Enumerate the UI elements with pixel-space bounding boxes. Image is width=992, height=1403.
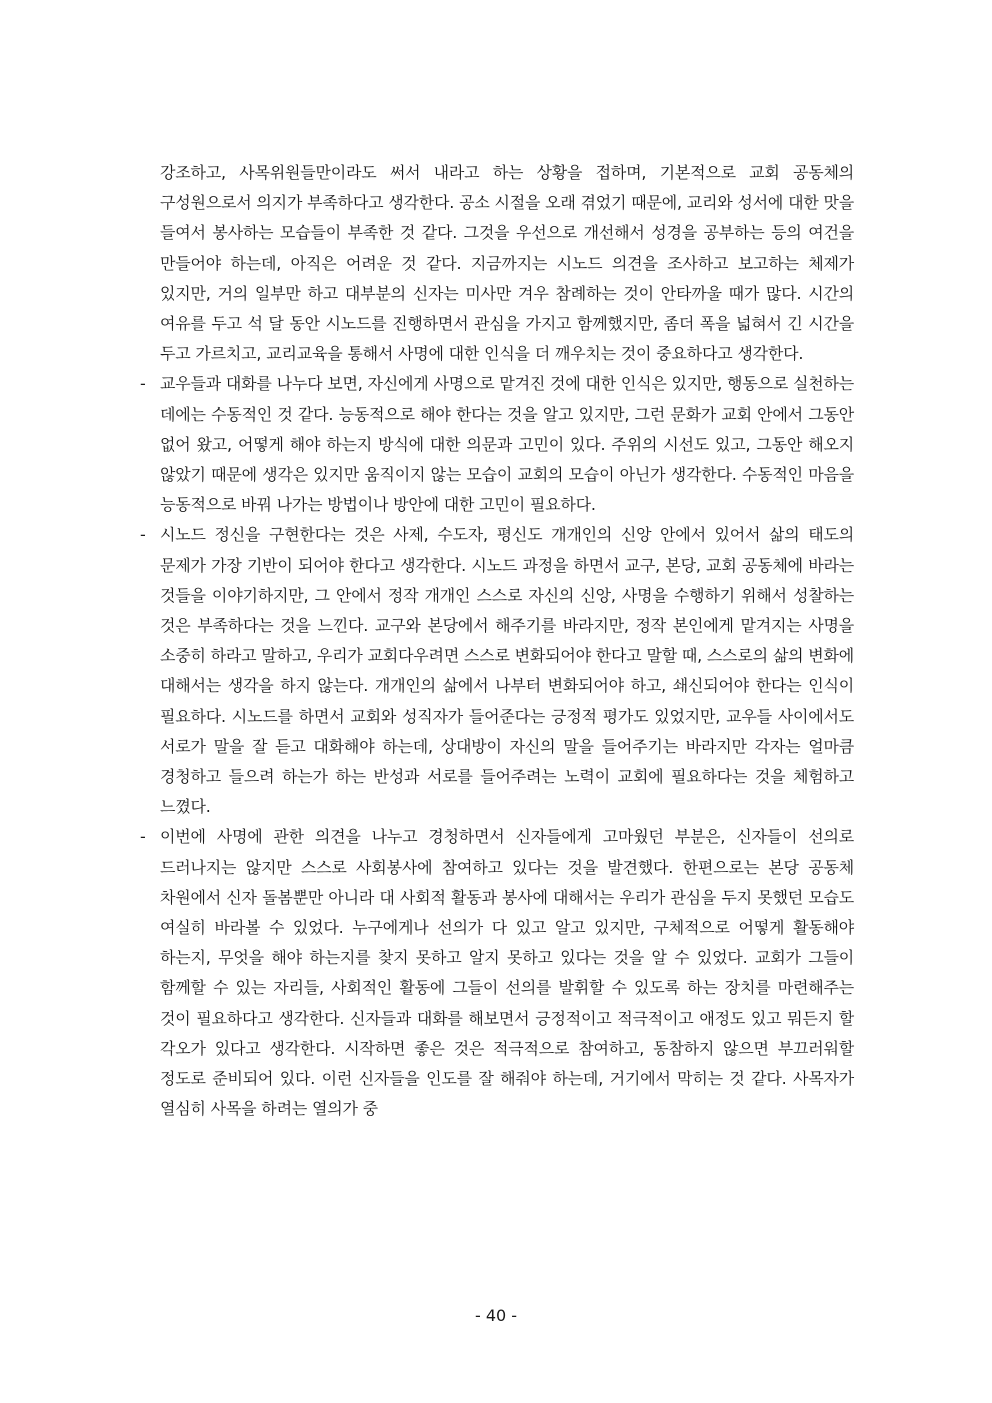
body-text [140, 158, 854, 1125]
paragraph-text: 교우들과 대화를 나누다 보면, 자신에게 사명으로 맡겨진 것에 대한 인식은 있지만, 행동으로 실천하는 데에는 수동적인 것 같다. 능동적으로 해야 한다는 것을 알고 있지만, 그런 문화가 교회 안에서 그동안 없어 왔고, 어떻게 해야 하는지 방식에 대한 의문과 고민이 있다. 주위의 시선도 있고, 그동안 해오지 않았기 때문에 생각은 있지만 움직이지 않는 모습이 교회의 모습이 아닌가 생각한다. 수동적인 마음을 능동적으로 바꿔 나가는 방법이나 방안에 대한 고민이 필요하다. [160, 374, 854, 515]
bullet-dash: - [140, 374, 146, 394]
paragraph-continued [140, 158, 854, 369]
bullet-item [140, 520, 854, 822]
paragraph-text: 강조하고, 사목위원들만이라도 써서 내라고 하는 상황을 접하며, 기본적으로 교회 공동체의 구성원으로서 의지가 부족하다고 생각한다. 공소 시절을 오래 겪었기 때문에, 교리와 성서에 대한 맛을 들여서 봉사하는 모습들이 부족한 것 같다. 그것을 우선으로 개선해서 성경을 공부하는 등의 여건을 만들어야 하는데, 아직은 어려운 것 같다. 지금까지는 시노드 의견을 조사하고 보고하는 체제가 있지만, 거의 일부만 하고 대부분의 신자는 미사만 겨우 참례하는 것이 안타까울 때가 많다. 시간의 여유를 두고 석 달 동안 시노드를 진행하면서 관심을 가지고 함께했지만, 좀더 폭을 넓혀서 긴 시간을 두고 가르치고, 교리교육을 통해서 사명에 대한 인식을 더 깨우치는 것이 중요하다고 생각한다. [160, 163, 854, 364]
paragraph-text: 시노드 정신을 구현한다는 것은 사제, 수도자, 평신도 개개인의 신앙 안에서 있어서 삶의 태도의 문제가 가장 기반이 되어야 한다고 생각한다. 시노드 과정을 하면서 교구, 본당, 교회 공동체에 바라는 것들을 이야기하지만, 그 안에서 정작 개개인 스스로 자신의 신앙, 사명을 수행하기 위해서 성찰하는 것은 부족하다는 것을 느낀다. 교구와 본당에서 해주기를 바라지만, 정작 본인에게 맡겨지는 사명을 소중히 하라고 말하고, 우리가 교회다우려면 스스로 변화되어야 한다고 말할 때, 스스로의 삶의 변화에 대해서는 생각을 하지 않는다. 개개인의 삶에서 나부터 변화되어야 하고, 쇄신되어야 한다는 인식이 필요하다. 시노드를 하면서 교회와 성직자가 들어준다는 긍정적 평가도 있었지만, 교우들 사이에서도 서로가 말을 잘 듣고 대화해야 하는데, 상대방이 자신의 말을 들어주기는 바라지만 각자는 얼마큼 경청하고 들으려 하는가 하는 반성과 서로를 들어주려는 노력이 교회에 필요하다는 것을 체험하고 느꼈다. [160, 525, 854, 817]
paragraph-text: 이번에 사명에 관한 의견을 나누고 경청하면서 신자들에게 고마웠던 부분은, 신자들이 선의로 드러나지는 않지만 스스로 사회봉사에 참여하고 있다는 것을 발견했다. 한편으로는 본당 공동체 차원에서 신자 돌봄뿐만 아니라 대 사회적 활동과 봉사에 대해서는 우리가 관심을 두지 못했던 모습도 여실히 바라볼 수 있었다. 누구에게나 선의가 다 있고 알고 있지만, 구체적으로 어떻게 활동해야 하는지, 무엇을 해야 하는지를 찾지 못하고 알지 못하고 있다는 것을 알 수 있었다. 교회가 그들이 함께할 수 있는 자리들, 사회적인 활동에 그들이 선의를 발휘할 수 있도록 하는 장치를 마련해주는 것이 필요하다고 생각한다. 신자들과 대화를 해보면서 긍정적이고 적극적이고 애정도 있고 뭐든지 할 각오가 있다고 생각한다. 시작하면 좋은 것은 적극적으로 참여하고, 동참하지 않으면 부끄러워할 정도로 준비되어 있다. 이런 신자들을 인도를 잘 해줘야 하는데, 거기에서 막히는 것 같다. 사목자가 열심히 사목을 하려는 열의가 중 [160, 827, 854, 1119]
bullet-item [140, 822, 854, 1124]
bullet-dash: - [140, 827, 146, 847]
page-number: - 40 - [474, 1306, 518, 1325]
bullet-dash: - [140, 525, 146, 545]
bullet-item [140, 369, 854, 520]
